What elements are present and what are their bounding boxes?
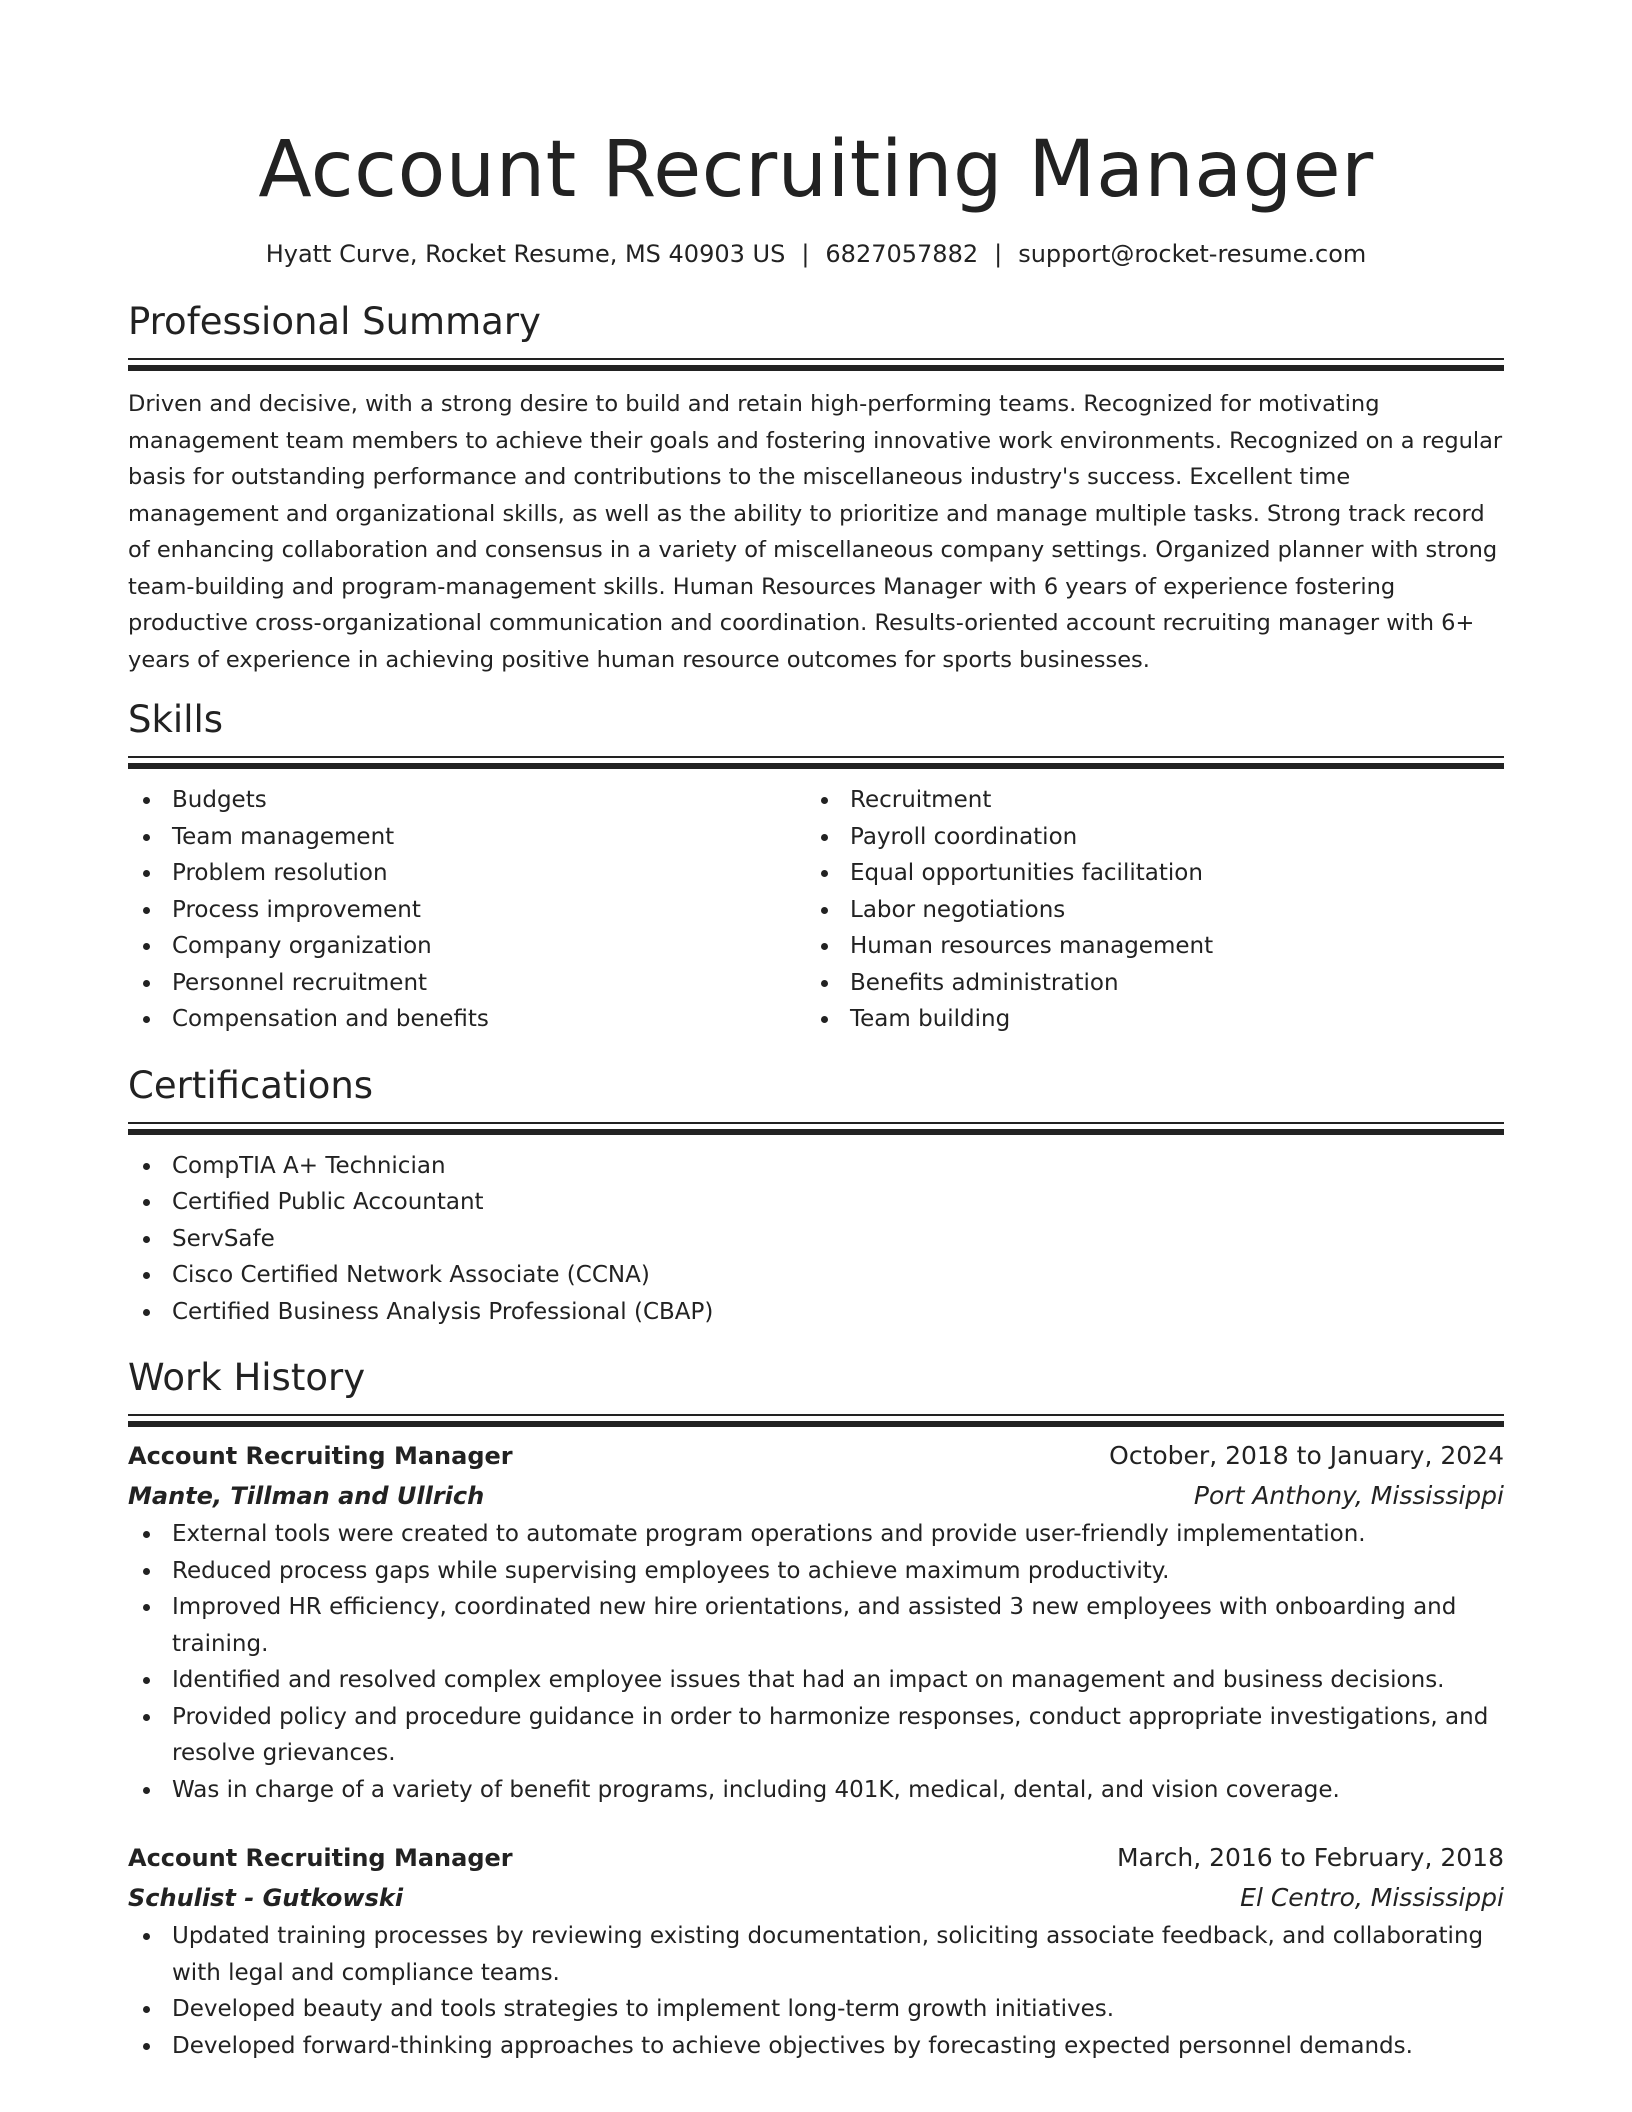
job-title: Account Recruiting Manager — [128, 1844, 513, 1872]
skill-item: Budgets — [128, 782, 806, 819]
job-bullet: Developed beauty and tools strategies to implement long-term growth initiatives. — [128, 1991, 1504, 2028]
job-header — [128, 1838, 1504, 1878]
job-bullets — [128, 1918, 1504, 2064]
contact-address: Hyatt Curve, Rocket Resume, MS 40903 US — [265, 240, 786, 268]
skills-list-left — [128, 782, 806, 1038]
contact-phone: 6827057882 — [825, 240, 979, 268]
job-location: El Centro, Mississippi — [1240, 1883, 1504, 1912]
skill-item: Company organization — [128, 928, 806, 965]
skills-grid — [128, 782, 1504, 1038]
section-title-certifications: Certifications — [128, 1063, 374, 1107]
section-divider — [128, 1122, 1504, 1136]
skills-section — [128, 696, 1504, 1038]
job-entry — [128, 1838, 1504, 2064]
certification-item: Cisco Certified Network Associate (CCNA) — [128, 1257, 1504, 1294]
contact-separator: | — [801, 240, 810, 268]
job-subheader — [128, 1878, 1504, 1918]
job-title: Account Recruiting Manager — [128, 1442, 513, 1470]
certification-item: Certified Business Analysis Professional (CBAP) — [128, 1294, 1504, 1331]
job-bullet: Reduced process gaps while supervising employees to achieve maximum productivity. — [128, 1553, 1504, 1590]
contact-email: support@rocket-resume.com — [1018, 240, 1367, 268]
job-bullet: Was in charge of a variety of benefit programs, including 401K, medical, dental, and vision coverage. — [128, 1772, 1504, 1809]
skills-list-right — [806, 782, 1484, 1038]
job-subheader — [128, 1476, 1504, 1516]
skill-item: Team building — [806, 1001, 1484, 1038]
skill-item: Team management — [128, 819, 806, 856]
section-divider — [128, 756, 1504, 770]
section-divider — [128, 358, 1504, 372]
section-divider — [128, 1414, 1504, 1428]
resume-page — [128, 0, 1504, 2064]
skill-item: Compensation and benefits — [128, 1001, 806, 1038]
skill-item: Equal opportunities facilitation — [806, 855, 1484, 892]
contact-separator: | — [994, 240, 1003, 268]
job-company: Mante, Tillman and Ullrich — [128, 1482, 485, 1510]
certifications-section — [128, 1062, 1504, 1331]
job-header — [128, 1436, 1504, 1476]
skill-item: Personnel recruitment — [128, 965, 806, 1002]
section-title-summary: Professional Summary — [128, 300, 541, 343]
skill-item: Recruitment — [806, 782, 1484, 819]
job-bullet: Provided policy and procedure guidance in order to harmonize responses, conduct appropriate investigations, and resolve grievances. — [128, 1699, 1504, 1772]
skill-item: Labor negotiations — [806, 892, 1484, 929]
skill-item: Process improvement — [128, 892, 806, 929]
certification-item: Certified Public Accountant — [128, 1184, 1504, 1221]
job-entry — [128, 1436, 1504, 1808]
skill-item: Human resources management — [806, 928, 1484, 965]
section-title-work-history: Work History — [128, 1356, 366, 1399]
job-bullet: Developed forward-thinking approaches to achieve objectives by forecasting expected personnel demands. — [128, 2028, 1504, 2065]
section-title-skills: Skills — [128, 698, 224, 741]
certification-item: ServSafe — [128, 1221, 1504, 1258]
skill-item: Problem resolution — [128, 855, 806, 892]
job-dates: March, 2016 to February, 2018 — [1116, 1843, 1504, 1872]
summary-section — [128, 298, 1504, 678]
job-location: Port Anthony, Mississippi — [1193, 1481, 1504, 1510]
resume-name: Account Recruiting Manager — [258, 125, 1374, 215]
job-bullets — [128, 1516, 1504, 1808]
job-bullet: Identified and resolved complex employee issues that had an impact on management and business decisions. — [128, 1662, 1504, 1699]
contact-line — [128, 238, 1504, 270]
job-dates: October, 2018 to January, 2024 — [1109, 1441, 1504, 1470]
job-bullet: Improved HR efficiency, coordinated new hire orientations, and assisted 3 new employees with onboarding and training. — [128, 1589, 1504, 1662]
work-history-section — [128, 1354, 1504, 2064]
job-company: Schulist - Gutkowski — [128, 1884, 404, 1912]
skill-item: Benefits administration — [806, 965, 1484, 1002]
certification-item: CompTIA A+ Technician — [128, 1148, 1504, 1185]
certifications-list — [128, 1148, 1504, 1331]
job-bullet: External tools were created to automate program operations and provide user-friendly implementation. — [128, 1516, 1504, 1553]
summary-text: Driven and decisive, with a strong desire to build and retain high-performing teams. Recognized for motivating management team members to achieve their goals and fostering innovative work environments. Recognized on a regular basis for outstanding performance and contributions to the miscellaneous industry's success. Excellent time management and organizational skills, as well as the ability to prioritize and manage multiple tasks. Strong track record of enhancing collaboration and consensus in a variety of miscellaneous company settings. Organized planner with strong team-building and program-management skills. Human Resources Manager with 6 years of experience fostering productive cross-organizational communication and coordination. Results-oriented account recruiting manager with 6+ years of experience in achieving positive human resource outcomes for sports businesses. — [128, 391, 1503, 673]
job-bullet: Updated training processes by reviewing existing documentation, soliciting associate feedback, and collaborating with legal and compliance teams. — [128, 1918, 1504, 1991]
skill-item: Payroll coordination — [806, 819, 1484, 856]
